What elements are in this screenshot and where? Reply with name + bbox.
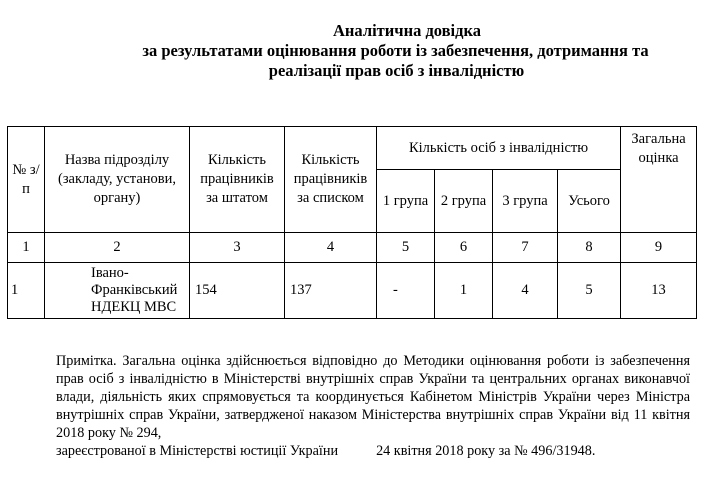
row-total: 5 (558, 263, 621, 319)
column-number: 1 (8, 233, 45, 263)
column-number: 7 (493, 233, 558, 263)
header-staff-planned: Кількість працівників за штатом (190, 127, 285, 233)
footnote-registration: зареєстрованої в Міністерстві юстиції України (56, 443, 339, 459)
row-group-3: 4 (493, 263, 558, 319)
column-number: 8 (558, 233, 621, 263)
header-overall-score: Загальна оцінка (621, 127, 697, 233)
header-group-3: 3 група (493, 170, 558, 233)
table-row (8, 263, 697, 319)
row-num: 1 (8, 263, 45, 319)
footnote-registration-date: 24 квітня 2018 року за № 496/31948. (376, 443, 596, 459)
column-number: 3 (190, 233, 285, 263)
row-group-2: 1 (435, 263, 493, 319)
footnote (56, 352, 690, 460)
row-staff-listed: 137 (285, 263, 377, 319)
footnote-text: Примітка. Загальна оцінка здійснюється відповідно до Методики оцінювання роботи із забезпечення прав осіб з інвалідністю в Міністерстві внутрішніх справ України та центральних органах виконавчої влади, діяльність яких спрямовується та координується Кабінетом Міністрів України через Міністра внутрішніх справ України, затвердженої наказом Міністерства внутрішніх справ України від 11 квітня 2018 року № 294, (56, 353, 690, 441)
column-number: 2 (45, 233, 190, 263)
column-number: 5 (377, 233, 435, 263)
row-staff-planned: 154 (190, 263, 285, 319)
header-staff-listed: Кількість працівників за списком (285, 127, 377, 233)
column-number: 6 (435, 233, 493, 263)
header-unit-name: Назва підрозділу (закладу, установи, органу) (45, 127, 190, 233)
header-group-2: 2 група (435, 170, 493, 233)
report-table (7, 126, 697, 319)
row-unit-name: Івано-Франківський НДЕКЦ МВС (45, 263, 190, 319)
row-overall-score: 13 (621, 263, 697, 319)
footnote-last-line (56, 442, 690, 460)
document-title (0, 21, 709, 81)
header-disabled-count: Кількість осіб з інвалідністю (377, 127, 621, 170)
header-total: Усього (558, 170, 621, 233)
header-num: № з/п (8, 127, 45, 233)
title-line-1: Аналітична довідка (333, 21, 481, 40)
row-group-1: - (377, 263, 435, 319)
title-line-3: реалізації прав осіб з інвалідністю (268, 61, 525, 80)
column-number: 9 (621, 233, 697, 263)
header-group-1: 1 група (377, 170, 435, 233)
title-line-2: за результатами оцінювання роботи із забезпечення, дотримання та (142, 41, 649, 60)
column-number: 4 (285, 233, 377, 263)
